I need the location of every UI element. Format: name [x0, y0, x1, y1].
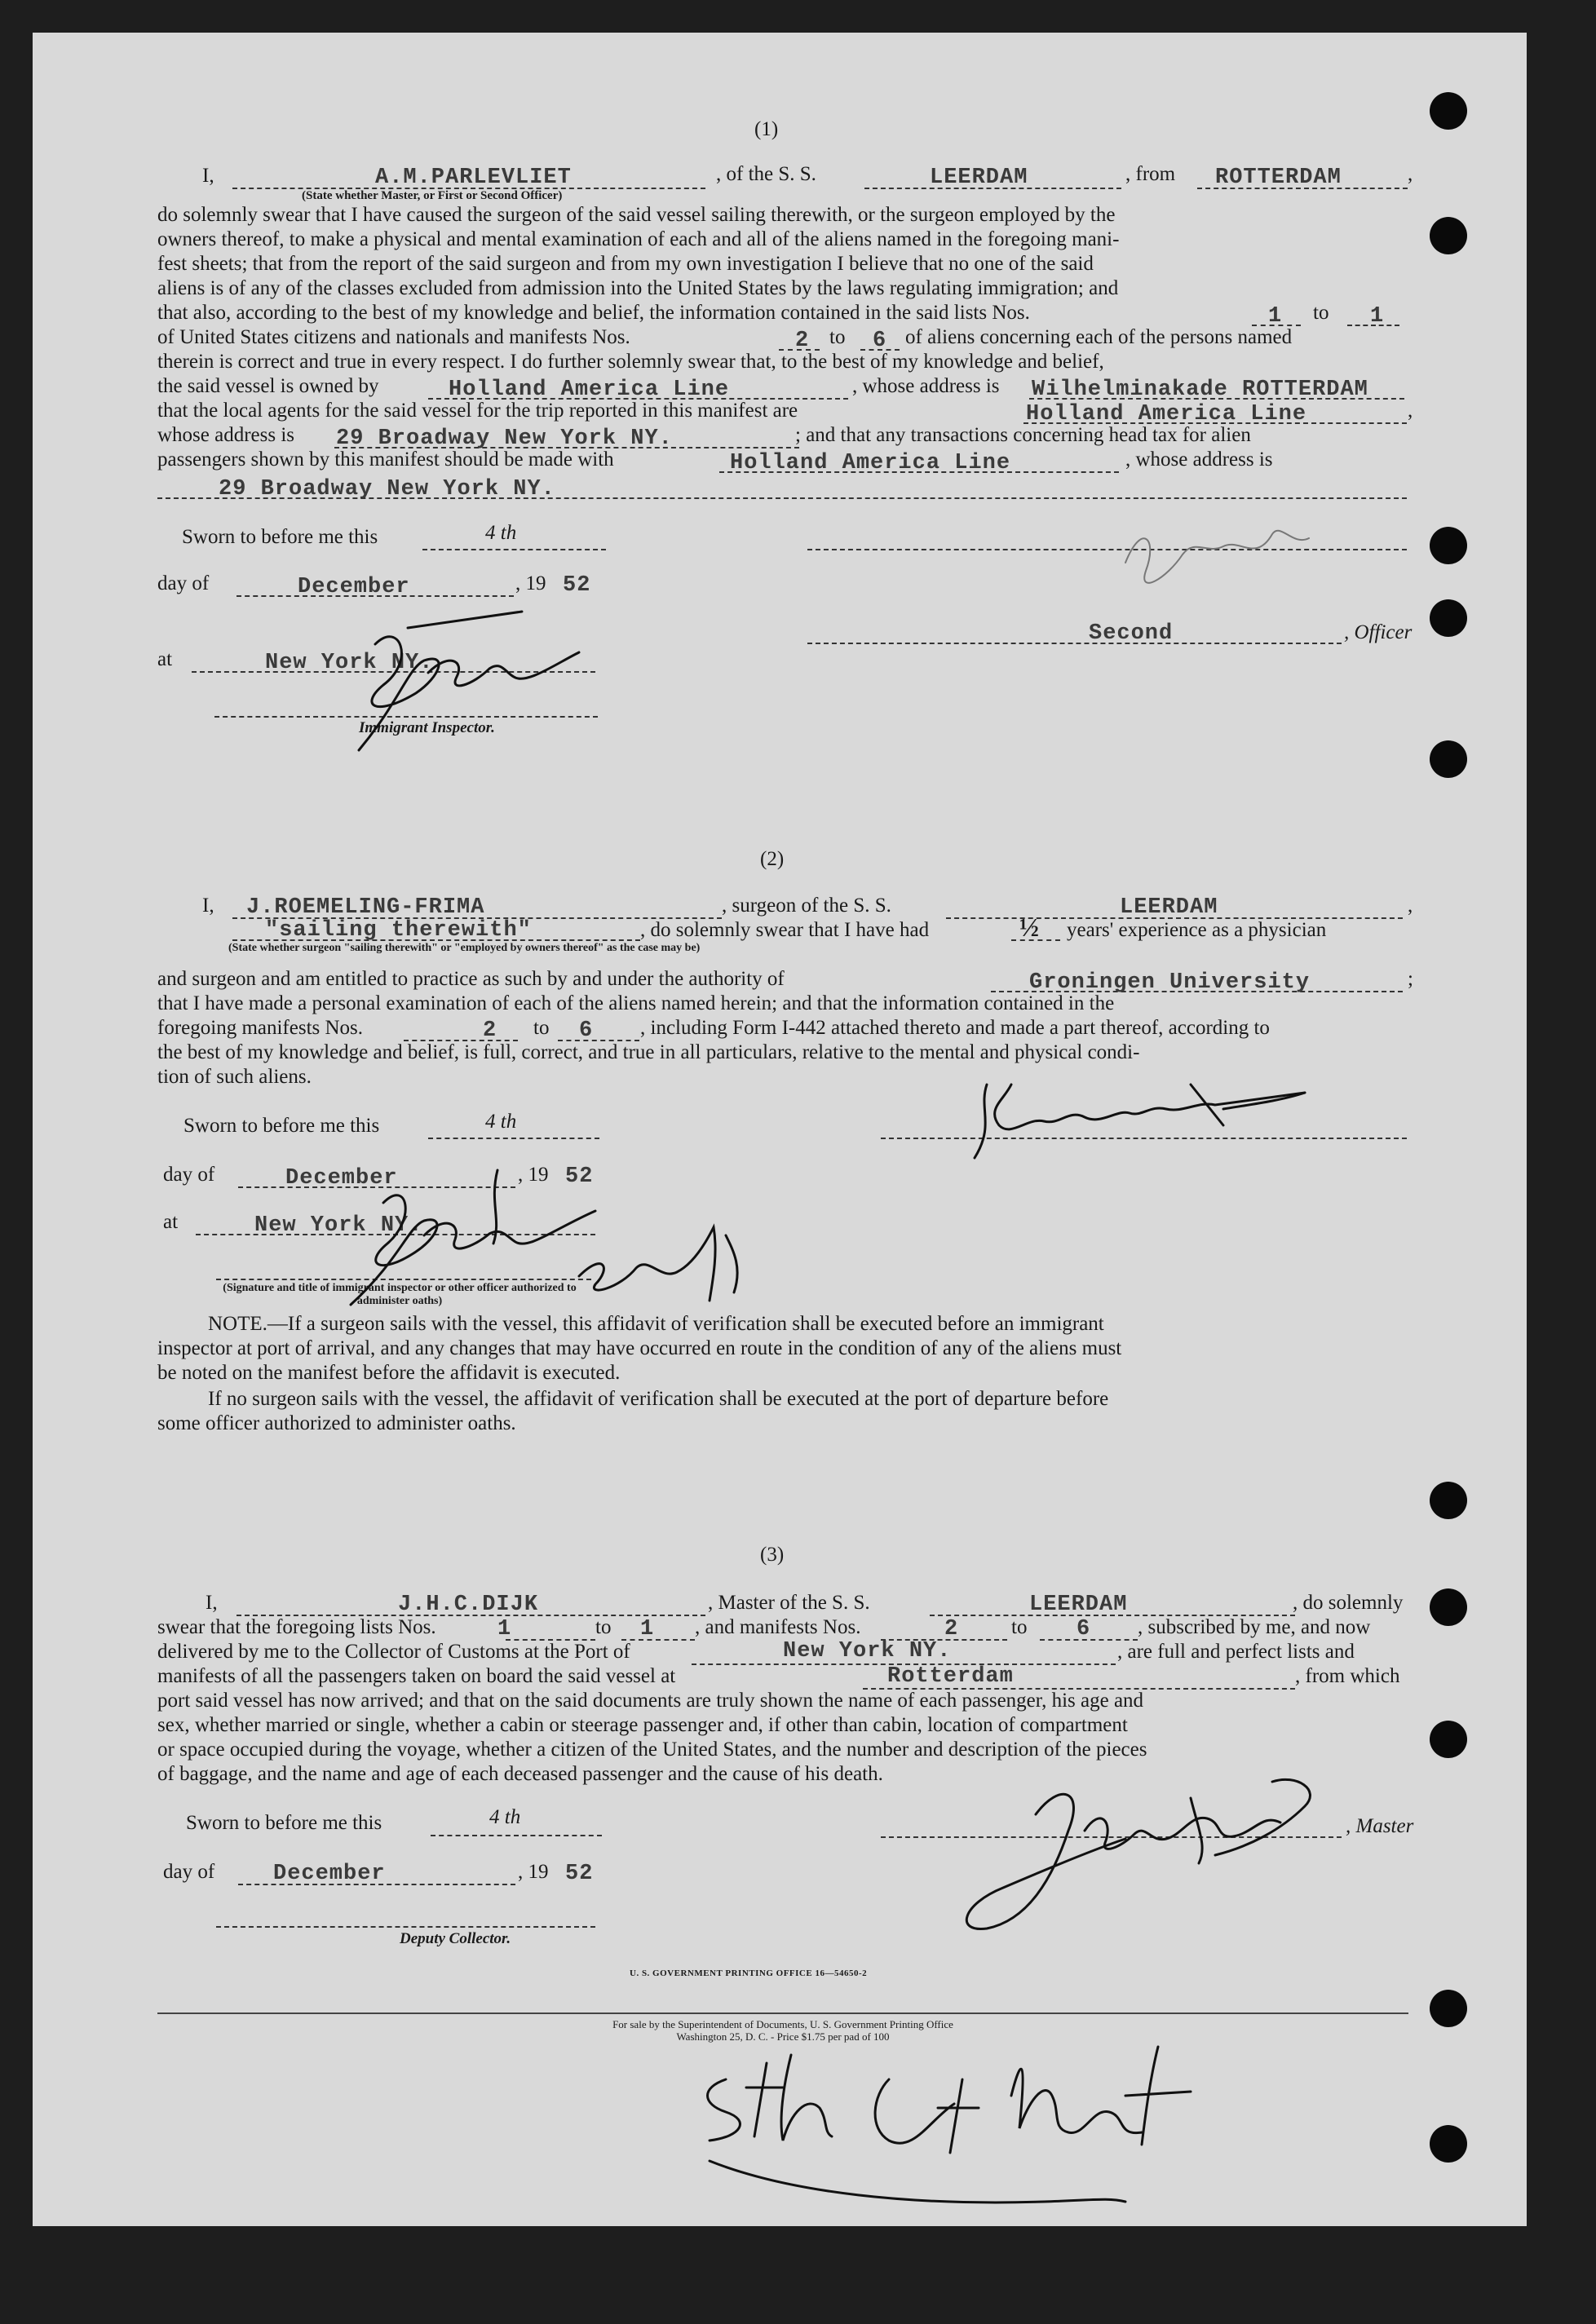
sworn-label: Sworn to before me this [183, 1115, 380, 1137]
inspector-signature [326, 595, 587, 775]
boarding-port: Rotterdam [887, 1664, 1014, 1689]
text-line: and surgeon and am entitled to practice as such by and under the authority of [157, 968, 785, 990]
text-line: therein is correct and true in every respect. I do further solemnly swear that, to the best of my knowledge and belief, [157, 351, 1104, 373]
binder-hole [1430, 1721, 1467, 1758]
vessel-name: LEERDAM [1120, 895, 1218, 920]
rank: Second [1089, 621, 1174, 646]
sale-line-2: Washington 25, D. C. - Price $1.75 per pad of 100 [676, 2030, 890, 2043]
text-line: , do solemnly swear that I have had [640, 919, 930, 941]
text-line: tion of such aliens. [157, 1066, 312, 1088]
note-line: If no surgeon sails with the vessel, the affidavit of verification shall be executed at the port of departure before [208, 1388, 1109, 1410]
text-line: whose address is [157, 424, 295, 446]
binder-hole [1430, 527, 1467, 564]
note-line: be noted on the manifest before the affidavit is executed. [157, 1362, 621, 1384]
sworn-day: 4 th [489, 1806, 521, 1828]
inspector-caption: Immigrant Inspector. [359, 719, 495, 736]
sworn-day-line [428, 1138, 599, 1139]
officer-caption: (State whether Master, or First or Second Officer) [302, 189, 563, 202]
master-name: J.H.C.DIJK [398, 1593, 539, 1617]
at-label: at [163, 1211, 179, 1233]
to-label: to [533, 1017, 550, 1039]
port-name: ROTTERDAM [1215, 166, 1342, 190]
binder-hole [1430, 1482, 1467, 1519]
text-line: , whose address is [1125, 448, 1273, 471]
text-line: the best of my knowledge and belief, is full, correct, and true in all particulars, relative to the mental and physical condi- [157, 1041, 1140, 1063]
year: 52 [565, 1164, 594, 1189]
list-to: 1 [1370, 304, 1385, 329]
to-label: to [595, 1616, 612, 1638]
officer-signature [1101, 489, 1346, 620]
text-line: , are full and perfect lists and [1117, 1641, 1355, 1663]
text-line: sex, whether married or single, whether a cabin or steerage passenger and, if other than cabin, location of compartment [157, 1714, 1128, 1736]
binder-hole [1430, 740, 1467, 778]
text-line: years' experience as a physician [1067, 919, 1327, 941]
manifest-to: 6 [579, 1018, 594, 1043]
place: New York NY. [254, 1213, 423, 1238]
i-label: I, [202, 895, 214, 917]
month: December [273, 1862, 386, 1886]
i-label: I, [202, 165, 214, 187]
binder-hole [1430, 599, 1467, 637]
list-to-line [621, 1639, 695, 1641]
text-line: of baggage, and the name and age of each deceased passenger and the cause of his death. [157, 1763, 883, 1785]
text-line: of aliens concerning each of the persons named [905, 326, 1293, 348]
year-prefix: , 19 [518, 1861, 549, 1883]
section-number: (1) [754, 118, 779, 140]
manifest-to: 6 [1077, 1617, 1091, 1641]
authority: Groningen University [1029, 970, 1311, 995]
gpo-imprint: U. S. GOVERNMENT PRINTING OFFICE 16—54650-2 [630, 1968, 868, 1978]
officer-name: A.M.PARLEVLIET [375, 166, 572, 190]
to-label: to [829, 326, 846, 348]
month: December [298, 575, 410, 599]
sworn-day-line [431, 1835, 602, 1836]
signature-caption: (Signature and title of immigrant inspector or other officer authorized to administer oaths) [223, 1282, 577, 1307]
place: New York NY. [265, 651, 434, 675]
text-line: passengers shown by this manifest should be made with [157, 448, 614, 471]
owner-address: Wilhelminakade ROTTERDAM [1032, 378, 1368, 402]
binder-hole [1430, 1990, 1467, 2027]
head-tax-party: Holland America Line [730, 451, 1011, 475]
sworn-day: 4 th [485, 1111, 517, 1133]
binder-hole [1430, 217, 1467, 254]
collector-signature-line [216, 1926, 595, 1928]
at-label: at [157, 648, 173, 670]
of-ss-label: , of the S. S. [716, 163, 816, 185]
vessel-name: LEERDAM [930, 166, 1028, 190]
status: "sailing therewith" [265, 918, 532, 943]
sworn-label: Sworn to before me this [182, 526, 378, 548]
surgeon-signature [954, 1060, 1313, 1166]
text-line: ; and that any transactions concerning head tax for alien [795, 424, 1251, 446]
list-from: 1 [1268, 304, 1283, 329]
inspector-signature [326, 1170, 603, 1309]
from-label: , from [1125, 163, 1176, 185]
comma: , [1408, 895, 1413, 917]
text-line: that I have made a personal examination of each of the aliens named herein; and that the information contained in the [157, 992, 1115, 1014]
text-line: swear that the foregoing lists Nos. [157, 1616, 436, 1638]
master-label: , Master [1346, 1815, 1414, 1837]
semicolon: ; [1408, 968, 1413, 990]
text-line: manifests of all the passengers taken on board the said vessel at [157, 1665, 676, 1687]
sworn-label: Sworn to before me this [186, 1812, 382, 1834]
section-number: (2) [760, 848, 785, 870]
agents: Holland America Line [1026, 402, 1307, 426]
i-label: I, [206, 1592, 218, 1614]
master-of-label: , Master of the S. S. [708, 1592, 870, 1614]
year: 52 [565, 1862, 594, 1886]
comma: , [1408, 163, 1413, 185]
text-line: , from which [1295, 1665, 1400, 1687]
text-line: port said vessel has now arrived; and that on the said documents are truly shown the name of each passenger, his age and [157, 1690, 1144, 1712]
text-line: that the local agents for the said vessel for the trip reported in this manifest are [157, 400, 798, 422]
year: 52 [563, 573, 591, 598]
text-line: , whose address is [852, 375, 1000, 397]
notation-scrawl [669, 2030, 1256, 2226]
owner: Holland America Line [449, 378, 730, 402]
to-label: to [1313, 302, 1329, 324]
years: ½ [1019, 912, 1039, 942]
binder-hole [1430, 2125, 1467, 2163]
binder-hole [1430, 92, 1467, 130]
sale-line-1: For sale by the Superintendent of Documents, U. S. Government Printing Office [612, 2018, 953, 2030]
text-line: fest sheets; that from the report of the said surgeon and from my own investigation I believe that no one of the said [157, 253, 1094, 275]
section-number: (3) [760, 1544, 785, 1566]
text-line: , subscribed by me, and now [1138, 1616, 1371, 1638]
year-prefix: , 19 [518, 1164, 549, 1186]
port-of: New York NY. [783, 1639, 952, 1663]
note-line: some officer authorized to administer oaths. [157, 1412, 516, 1434]
text-line: , including Form I-442 attached thereto and made a part thereof, according to [640, 1017, 1270, 1039]
text-line: aliens is of any of the classes excluded from admission into the United States by the laws regulating immigration; and [157, 277, 1119, 299]
agent-address: 29 Broadway New York NY. [336, 426, 673, 451]
manifest-to: 6 [873, 329, 887, 353]
comma: , [1408, 400, 1413, 422]
text-line: owners thereof, to make a physical and mental examination of each and all of the aliens named in the foregoing mani- [157, 228, 1120, 250]
list-to: 1 [640, 1617, 655, 1641]
rank-line [807, 643, 1342, 644]
binder-hole [1430, 1588, 1467, 1626]
text-line: , and manifests Nos. [695, 1616, 861, 1638]
day-of-label: day of [163, 1861, 215, 1883]
manifest-sheet [33, 33, 1527, 2226]
footer-divider [157, 2013, 1408, 2014]
text-line: do solemnly swear that I have caused the surgeon of the said vessel sailing therewith, or the surgeon employed by the [157, 204, 1116, 226]
head-tax-address: 29 Broadway New York NY. [219, 477, 555, 501]
manifest-from: 2 [944, 1617, 959, 1641]
month: December [285, 1166, 398, 1191]
text-line: or space occupied during the voyage, whether a citizen of the United States, and the number and description of the pieces [157, 1739, 1147, 1761]
surgeon-of-label: , surgeon of the S. S. [722, 895, 891, 917]
text-line: delivered by me to the Collector of Customs at the Port of [157, 1641, 630, 1663]
day-of-label: day of [157, 572, 210, 594]
sworn-day-line [422, 549, 606, 550]
note-line: inspector at port of arrival, and any changes that may have occurred en route in the condition of any of the aliens must [157, 1337, 1122, 1359]
collector-caption: Deputy Collector. [400, 1930, 511, 1947]
status-caption: (State whether surgeon "sailing therewith" or "employed by owners thereof" as the case may be) [228, 942, 701, 954]
manifest-from: 2 [795, 329, 810, 353]
master-signature [938, 1765, 1346, 1945]
officer-label: , Officer [1344, 621, 1413, 643]
list-to-line [1347, 325, 1399, 326]
to-label: to [1011, 1616, 1028, 1638]
text-line: foregoing manifests Nos. [157, 1017, 364, 1039]
list-from: 1 [497, 1617, 512, 1641]
text-line: of United States citizens and nationals and manifests Nos. [157, 326, 630, 348]
manifest-from: 2 [483, 1018, 497, 1043]
vessel-name: LEERDAM [1029, 1593, 1128, 1617]
year-prefix: , 19 [515, 572, 546, 594]
note-line: NOTE.—If a surgeon sails with the vessel, this affidavit of verification shall be executed before an immigrant [208, 1313, 1104, 1335]
initials-mark [571, 1219, 799, 1309]
surgeon-name: J.ROEMELING-FRIMA [246, 895, 485, 920]
text-line: that also, according to the best of my knowledge and belief, the information contained in the said lists Nos. [157, 302, 1030, 324]
text-line: , do solemnly [1293, 1592, 1404, 1614]
sworn-day: 4 th [485, 522, 517, 544]
day-of-label: day of [163, 1164, 215, 1186]
text-line: the said vessel is owned by [157, 375, 379, 397]
